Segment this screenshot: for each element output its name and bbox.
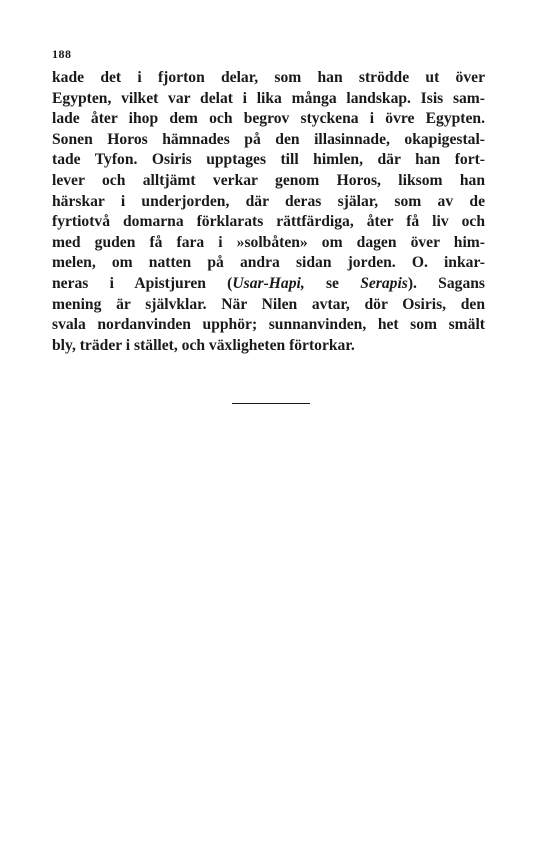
- text-line: tade Tyfon. Osiris upptages till himlen, där han fort-: [52, 151, 485, 169]
- text-segment: se: [304, 274, 361, 292]
- text-line: med guden få fara i »solbåten» om dagen över him-: [52, 233, 485, 251]
- text-segment: neras i Apistjuren (: [52, 274, 233, 292]
- text-segment: ). Sagans: [407, 274, 485, 292]
- text-line: härskar i underjorden, där deras själar, som av de: [52, 192, 485, 210]
- text-line: kade det i fjorton delar, som han strödde ut över: [52, 69, 485, 86]
- text-line: Egypten, vilket var delat i lika många landskap. Isis sam-: [52, 89, 485, 107]
- italic-term: Usar-Hapi,: [232, 274, 305, 292]
- text-line-with-italics: [52, 274, 485, 295]
- text-line: Sonen Horos hämnades på den illasinnade, okapigestal-: [52, 130, 485, 148]
- text-line: melen, om natten på andra sidan jorden. O. inkar-: [52, 254, 485, 272]
- text-line: lever och alltjämt verkar genom Horos, liksom han: [52, 171, 485, 189]
- section-divider: [232, 403, 310, 404]
- text-line: lade åter ihop dem och begrov styckena i övre Egypten.: [52, 110, 485, 128]
- text-line: svala nordanvinden upphör; sunnanvinden, het som smält: [52, 316, 485, 334]
- body-text: [52, 68, 485, 356]
- page-number: 188: [52, 47, 72, 61]
- text-line: fyrtiotvå domarna förklarats rättfärdiga, åter få liv och: [52, 213, 485, 231]
- text-line: mening är självklar. När Nilen avtar, dör Osiris, den: [52, 295, 485, 313]
- italic-term: Serapis: [360, 274, 408, 292]
- text-line: bly, träder i stället, och växligheten förtorkar.: [52, 336, 355, 354]
